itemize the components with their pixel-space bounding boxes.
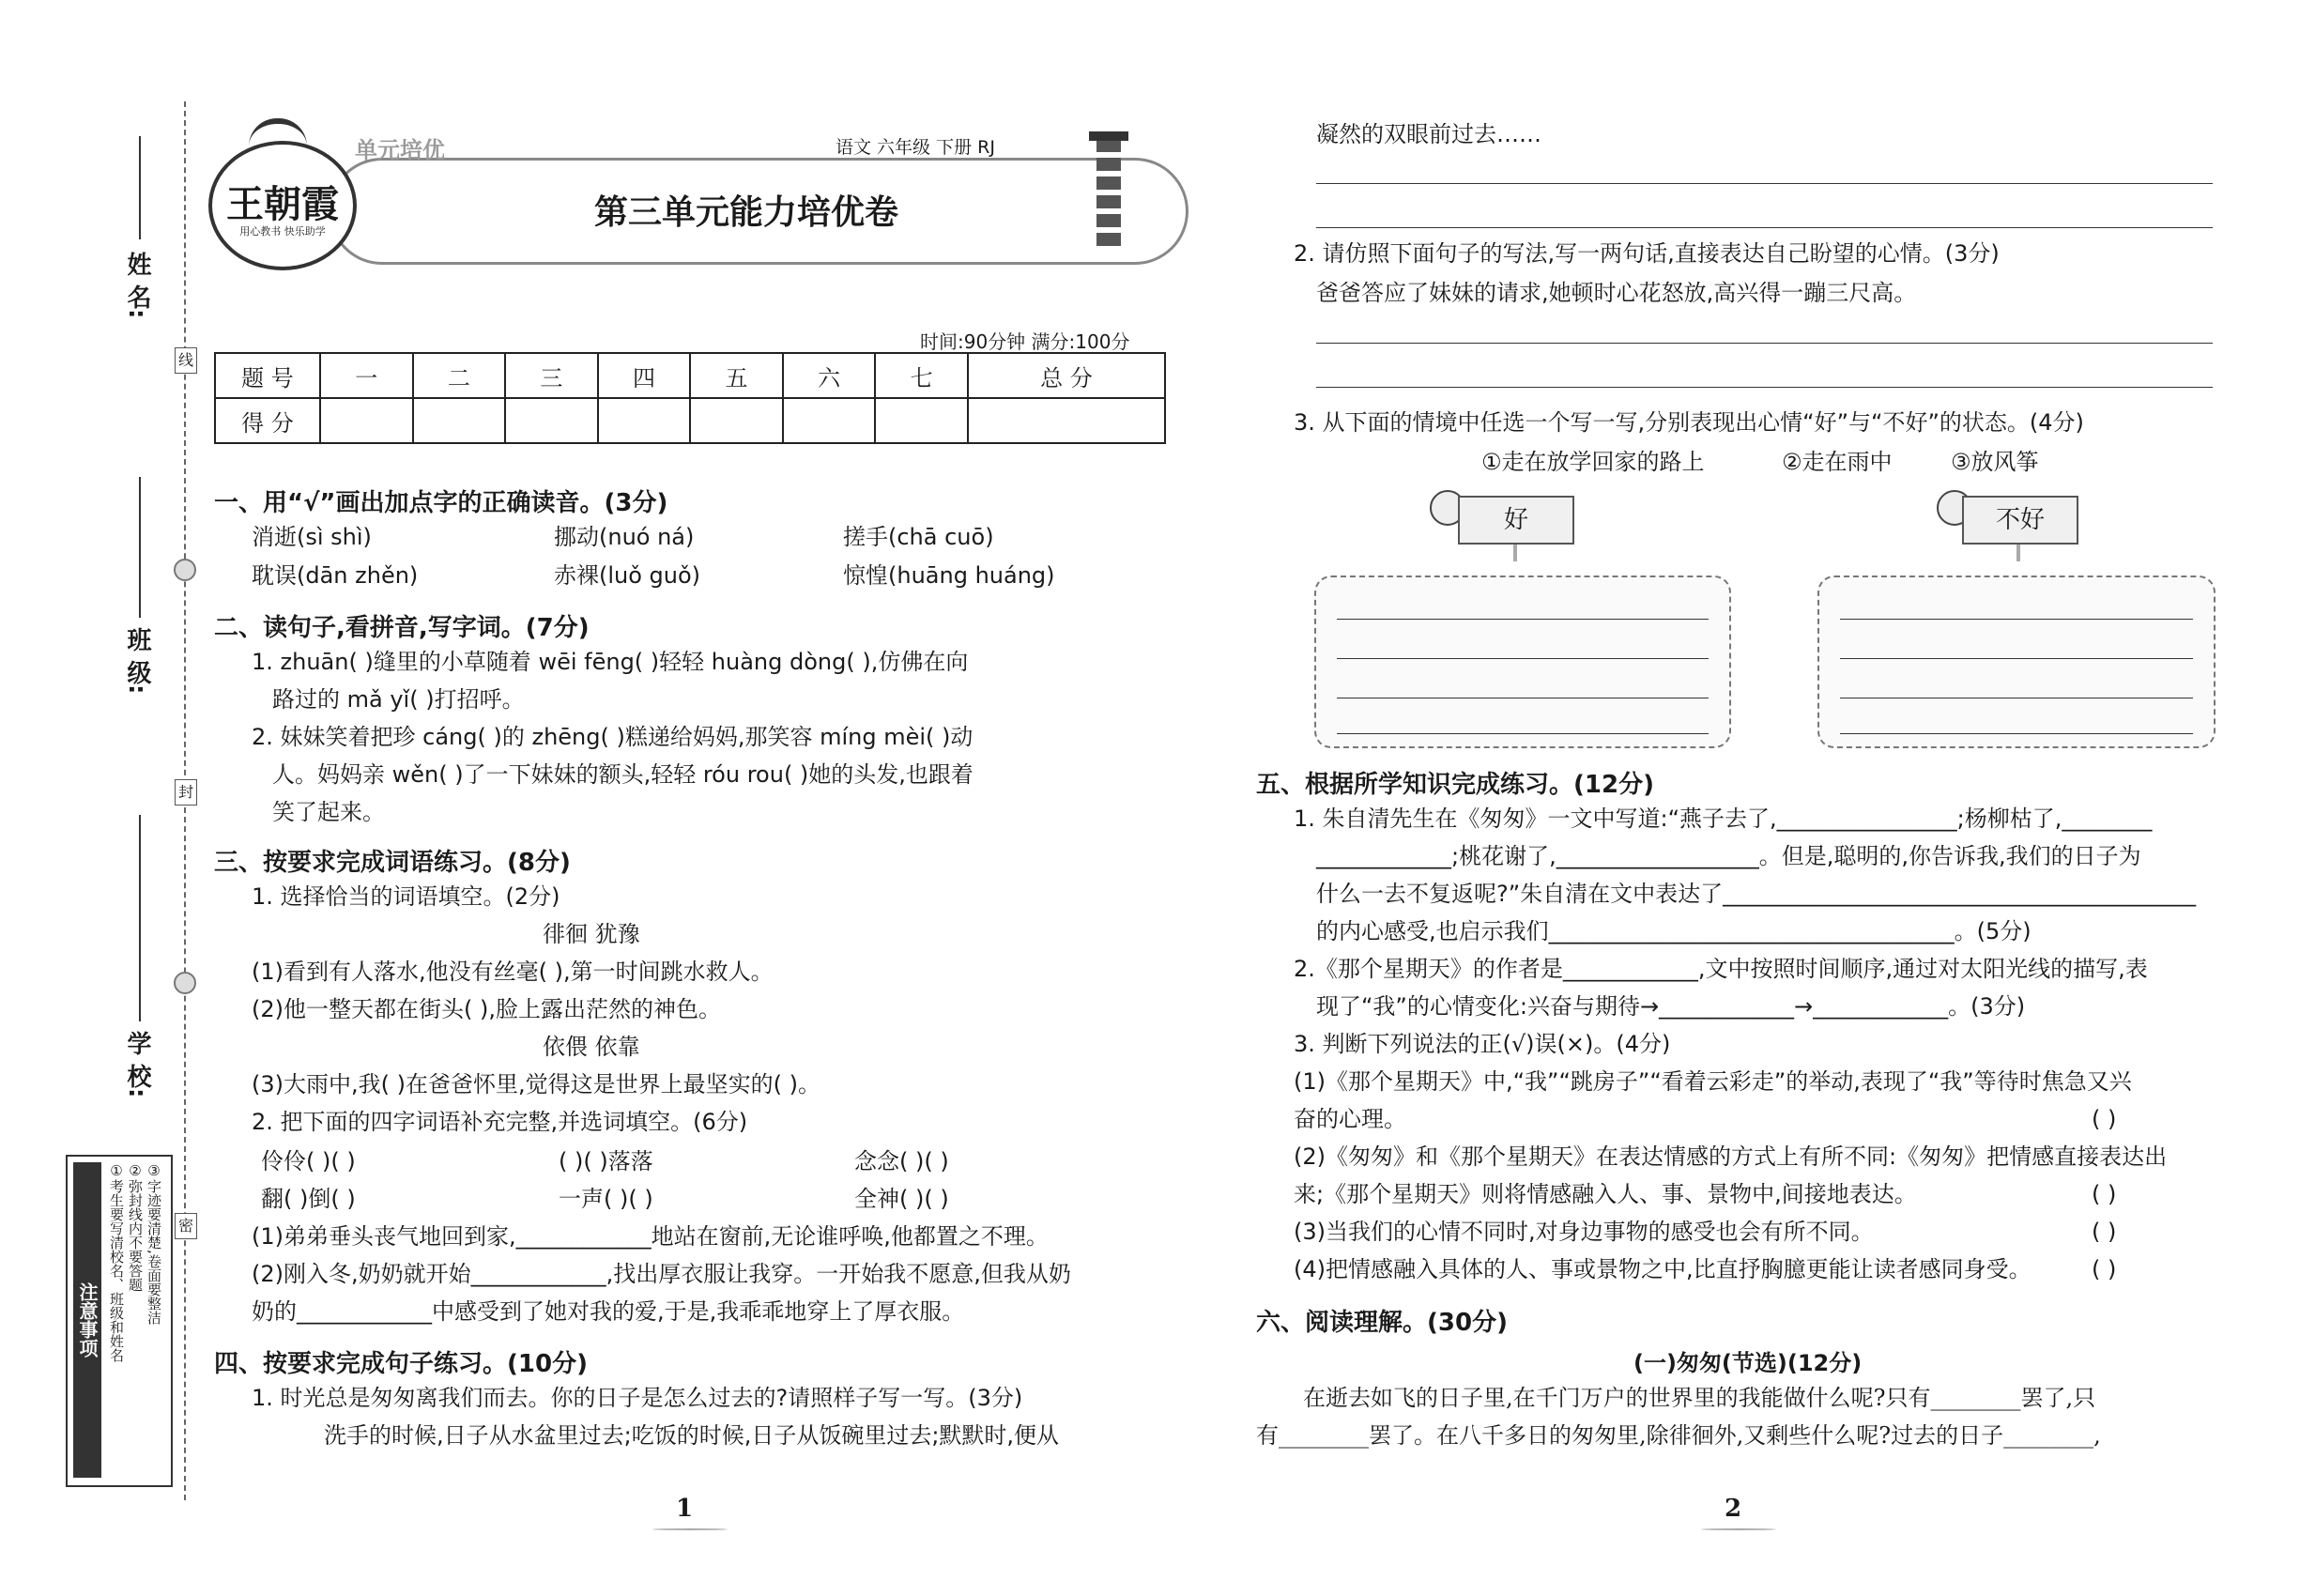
bad-card-label: 不好 (1962, 496, 2078, 545)
seal-char: 线 (175, 347, 197, 374)
notice-item: ①考生要写清校名、班级和姓名 (108, 1162, 125, 1362)
example-sentence: 爸爸答应了妹妹的请求,她顿时心花怒放,高兴得一蹦三尺高。 (1316, 280, 1917, 306)
pinyin-choice[interactable]: 搓手(chā cuō) (843, 524, 994, 550)
question-text: (3)大雨中,我( )在爸爸怀里,觉得这是世界上最坚实的( )。 (252, 1071, 820, 1097)
reading-subtitle: (一)匆匆(节选)(12分) (1633, 1350, 1863, 1376)
score-header: 五 (690, 353, 783, 398)
question-text: 2. 妹妹笑着把珍 cáng( )的 zhēng( )糕递给妈妈,那笑容 míng mèi( )动 (252, 724, 974, 750)
score-header: 一 (320, 353, 413, 398)
question-text: 奶的____________中感受到了她对我的爱,于是,我乖乖地穿上了厚衣服。 (252, 1298, 965, 1325)
brand-tagline: 用心教书 快乐助学 (239, 225, 326, 238)
word-choices: 徘徊 犹豫 (543, 921, 640, 947)
section-3-title: 三、按要求完成词语练习。(8分) (214, 849, 571, 877)
judge-answer-blank[interactable]: ( ) (2092, 1219, 2117, 1245)
section-6-title: 六、阅读理解。(30分) (1256, 1309, 1508, 1337)
binding-hole-icon (174, 559, 196, 581)
scenario-option: ②走在雨中 (1782, 449, 1893, 475)
question-text: 3. 判断下列说法的正(√)误(×)。(4分) (1294, 1031, 1671, 1057)
question-text: 1. 选择恰当的词语填空。(2分) (252, 883, 560, 910)
section-5-title: 五、根据所学知识完成练习。(12分) (1256, 771, 1654, 799)
pinyin-choice[interactable]: 赤裸(luǒ guǒ) (554, 562, 701, 589)
page-ornament-icon (1701, 1528, 1776, 1530)
judge-statement: (3)当我们的心情不同时,对身边事物的感受也会有所不同。 (1294, 1219, 1874, 1245)
question-text: 2. 请仿照下面句子的写法,写一两句话,直接表达自己盼望的心情。(3分) (1294, 240, 2000, 267)
name-label: 姓 名: (123, 252, 151, 319)
notice-title: 注意事项 (73, 1162, 101, 1478)
question-text: 笑了起来。 (272, 799, 385, 825)
judge-answer-blank[interactable]: ( ) (2092, 1181, 2117, 1207)
idiom-blank[interactable]: 全神( )( ) (854, 1186, 949, 1212)
answer-line[interactable] (1316, 227, 2213, 228)
score-row-label: 得 分 (215, 398, 320, 443)
question-text: 1. 时光总是匆匆离我们而去。你的日子是怎么过去的?请照样子写一写。(3分) (252, 1385, 1023, 1411)
question-text: ____________;桃花谢了,__________________。但是,聪明的,你告诉我,我们的日子为 (1316, 843, 2141, 869)
score-header: 题 号 (215, 353, 320, 398)
judge-statement: 奋的心理。 (1294, 1106, 1406, 1132)
reading-passage: 有________罢了。在八千多日的匆匆里,除徘徊外,又剩些什么呢?过去的日子________, (1256, 1422, 2101, 1449)
score-header: 七 (875, 353, 968, 398)
score-cell[interactable] (968, 398, 1165, 443)
pinyin-choice[interactable]: 耽误(dān zhěn) (252, 562, 419, 589)
page-number: 2 (1725, 1495, 1742, 1523)
score-cell[interactable] (413, 398, 506, 443)
school-field[interactable] (139, 815, 141, 1021)
lighthouse-icon (1096, 139, 1121, 252)
score-table (214, 352, 1166, 444)
answer-line[interactable] (1316, 343, 2213, 344)
question-text: 人。妈妈亲 wěn( )了一下妹妹的额头,轻轻 róu rou( )她的头发,也跟着 (272, 761, 974, 788)
section-1-title: 一、用“√”画出加点字的正确读音。(3分) (214, 489, 668, 517)
notice-item: ③字迹要清楚,卷面要整洁 (146, 1162, 162, 1325)
question-text: (1)弟弟垂头丧气地回到家,____________地站在窗前,无论谁呼唤,他都置之不理。 (252, 1223, 1049, 1250)
pinyin-choice[interactable]: 挪动(nuó ná) (554, 524, 695, 550)
reading-passage: 在逝去如飞的日子里,在千门万户的世界里的我能做什么呢?只有________罢了,只 (1303, 1385, 2096, 1411)
score-header: 四 (598, 353, 691, 398)
class-label: 班 级: (123, 627, 151, 695)
brand-emblem (208, 141, 357, 270)
page-number: 1 (676, 1495, 694, 1523)
header-meta: 语文 六年级 下册 RJ (836, 137, 995, 158)
binding-hole-icon (174, 972, 196, 994)
down-arrow-icon (1513, 545, 1517, 561)
score-cell[interactable] (690, 398, 783, 443)
section-2-title: 二、读句子,看拼音,写字词。(7分) (214, 614, 590, 642)
scenario-option: ①走在放学回家的路上 (1481, 449, 1705, 475)
score-header: 总 分 (968, 353, 1165, 398)
seal-char: 封 (175, 779, 197, 806)
answer-line[interactable] (1316, 387, 2213, 388)
judge-statement: (1)《那个星期天》中,“我”“跳房子”“看着云彩走”的举动,表现了“我”等待时焦急又兴 (1294, 1068, 2132, 1095)
question-text: 现了“我”的心情变化:兴奋与期待→____________→____________。(3分) (1316, 993, 2026, 1020)
judge-statement: 来;《那个星期天》则将情感融入人、事、景物中,间接地表达。 (1294, 1181, 1917, 1207)
good-answer-box[interactable] (1314, 575, 1731, 748)
score-header: 六 (783, 353, 876, 398)
notice-box (66, 1155, 173, 1487)
scenario-option: ③放风筝 (1951, 449, 2039, 475)
lighthouse-top-icon (1089, 131, 1128, 141)
crown-icon (249, 118, 307, 158)
question-text: 1. zhuān( )缝里的小草随着 wēi fēng( )轻轻 huàng dòng( ),仿佛在向 (252, 649, 969, 675)
idiom-blank[interactable]: ( )( )落落 (559, 1148, 653, 1174)
good-card-label: 好 (1458, 496, 1574, 545)
question-text: (2)他一整天都在街头( ),脸上露出茫然的神色。 (252, 996, 721, 1022)
continued-text: 凝然的双眼前过去…… (1316, 121, 1541, 147)
idiom-blank[interactable]: 念念( )( ) (854, 1148, 949, 1174)
class-field[interactable] (139, 477, 141, 618)
idiom-blank[interactable]: 伶伶( )( ) (261, 1148, 356, 1174)
example-sentence: 洗手的时候,日子从水盆里过去;吃饭的时候,日子从饭碗里过去;默默时,便从 (324, 1422, 1060, 1449)
notice-item: ②弥封线内不要答题 (127, 1162, 144, 1292)
name-field[interactable] (139, 136, 141, 239)
brand-name: 王朝霞 (226, 182, 339, 226)
answer-line[interactable] (1316, 183, 2213, 184)
page-ornament-icon (652, 1528, 728, 1530)
section-4-title: 四、按要求完成句子练习。(10分) (214, 1350, 588, 1378)
score-cell[interactable] (875, 398, 968, 443)
idiom-blank[interactable]: 翻( )倒( ) (261, 1186, 356, 1212)
question-text: 的内心感受,也启示我们____________________________________。(5分) (1316, 918, 2032, 944)
time-score: 时间:90分钟 满分:100分 (920, 330, 1130, 353)
score-header: 二 (413, 353, 506, 398)
question-text: 2. 把下面的四字词语补充完整,并选词填空。(6分) (252, 1109, 748, 1135)
score-header: 三 (505, 353, 598, 398)
pinyin-choice[interactable]: 消逝(sì shì) (252, 524, 372, 550)
page-title: 第三单元能力培优卷 (593, 192, 898, 232)
word-choices: 依偎 依靠 (543, 1034, 640, 1060)
question-text: (1)看到有人落水,他没有丝毫( ),第一时间跳水救人。 (252, 959, 774, 985)
school-label: 学 校: (123, 1031, 151, 1098)
question-text: 什么一去不复返呢?”朱自清在文中表达了__________________________________________ (1316, 881, 2197, 907)
judge-statement: (2)《匆匆》和《那个星期天》在表达情感的方式上有所不同:《匆匆》把情感直接表达出 (1294, 1143, 2168, 1170)
bad-answer-box[interactable] (1817, 575, 2216, 748)
question-text: 1. 朱自清先生在《匆匆》一文中写道:“燕子去了,________________;杨柳枯了,________ (1294, 806, 2153, 832)
score-cell[interactable] (598, 398, 691, 443)
down-arrow-icon (2016, 545, 2020, 561)
score-cell[interactable] (320, 398, 413, 443)
pinyin-choice[interactable]: 惊惶(huāng huáng) (843, 562, 1055, 589)
question-text: 路过的 mǎ yǐ( )打招呼。 (272, 686, 525, 713)
judge-statement: (4)把情感融入具体的人、事或景物之中,比直抒胸臆更能让读者感同身受。 (1294, 1256, 2032, 1282)
score-cell[interactable] (783, 398, 876, 443)
idiom-blank[interactable]: 一声( )( ) (559, 1186, 653, 1212)
judge-answer-blank[interactable]: ( ) (2092, 1106, 2117, 1132)
question-text: 2.《那个星期天》的作者是____________,文中按照时间顺序,通过对太阳光线的描写,表 (1294, 956, 2148, 982)
seal-char: 密 (175, 1213, 197, 1239)
series-tag: 单元培优 (355, 137, 445, 163)
judge-answer-blank[interactable]: ( ) (2092, 1256, 2117, 1282)
question-text: 3. 从下面的情境中任选一个写一写,分别表现出心情“好”与“不好”的状态。(4分) (1294, 409, 2084, 436)
score-cell[interactable] (505, 398, 598, 443)
question-text: (2)刚入冬,奶奶就开始____________,找出厚衣服让我穿。一开始我不愿意,但我从奶 (252, 1261, 1071, 1287)
